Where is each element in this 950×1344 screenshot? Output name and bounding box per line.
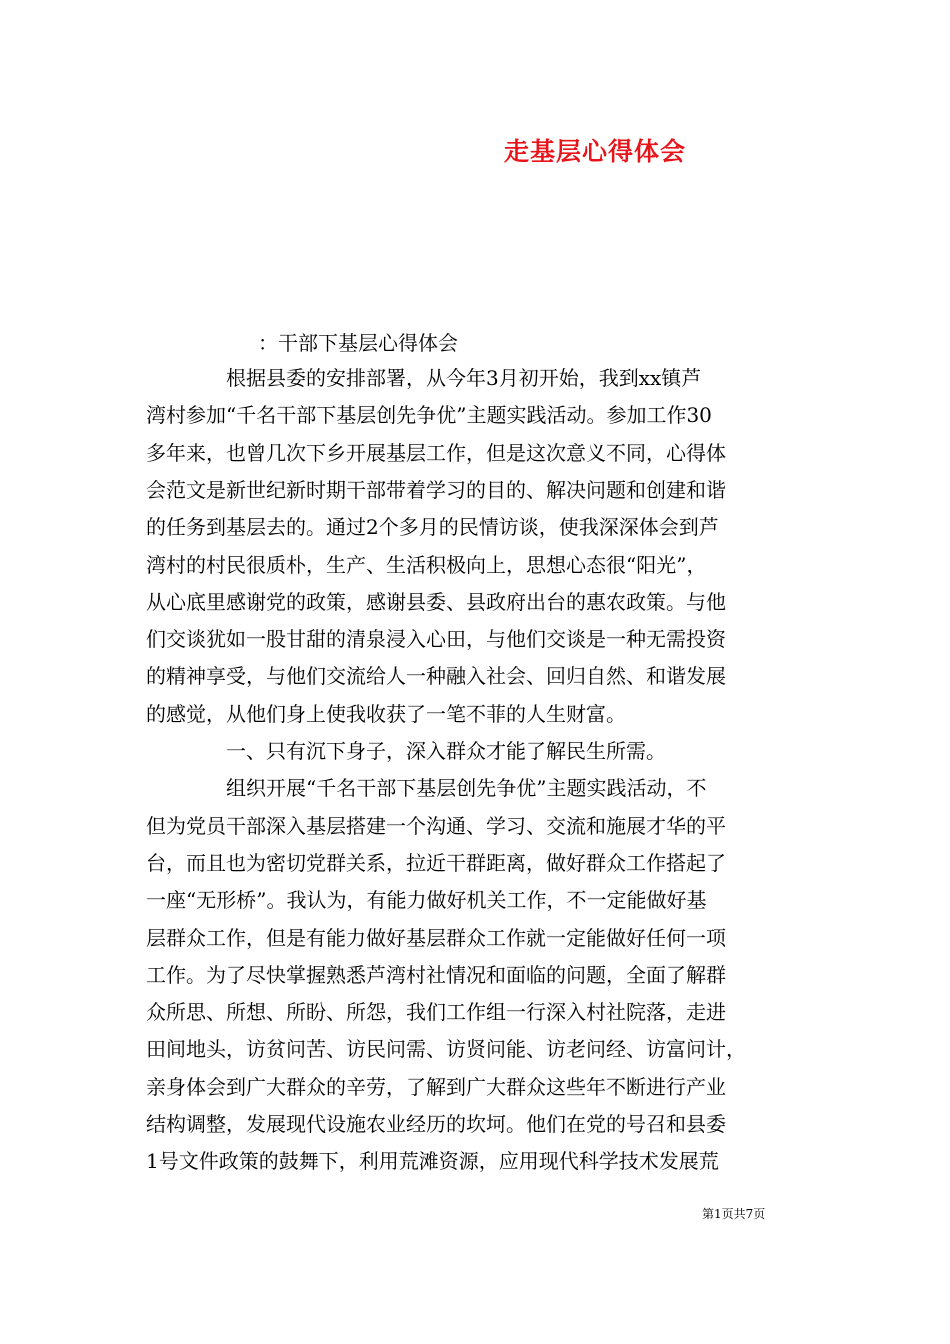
body-text-line: 但为党员干部深入基层搭建一个沟通、学习、交流和施展才华的平 <box>146 814 726 838</box>
document-subtitle: ：干部下基层心得体会 <box>258 331 458 355</box>
body-text-line: 湾村参加“千名干部下基层创先争优”主题实践活动。参加工作30 <box>146 403 712 427</box>
body-text-line: 亲身体会到广大群众的辛劳，了解到广大群众这些年不断进行产业 <box>146 1075 726 1099</box>
body-text-line: 的精神享受，与他们交流给人一种融入社会、回归自然、和谐发展 <box>146 664 726 688</box>
body-text-line: 的感觉，从他们身上使我收获了一笔不菲的人生财富。 <box>146 702 626 726</box>
body-text-line: 工作。为了尽快掌握熟悉芦湾村社情况和面临的问题，全面了解群 <box>146 963 726 987</box>
body-text-line: 众所思、所想、所盼、所怨，我们工作组一行深入村社院落，走进 <box>146 1000 726 1024</box>
body-text-line: 根据县委的安排部署，从今年3月初开始，我到xx镇芦 <box>146 366 702 390</box>
body-text-line: 湾村的村民很质朴，生产、生活积极向上，思想心态很“阳光”， <box>146 553 707 577</box>
page-footer: 第1页共7页 <box>702 1207 766 1221</box>
body-text-line: 层群众工作，但是有能力做好基层群众工作就一定能做好任何一项 <box>146 926 726 950</box>
body-text-line: 们交谈犹如一股甘甜的清泉浸入心田，与他们交谈是一种无需投资 <box>146 627 726 651</box>
body-text-line: 结构调整，发展现代设施农业经历的坎坷。他们在党的号召和县委 <box>146 1112 726 1136</box>
body-text-line: 从心底里感谢党的政策，感谢县委、县政府出台的惠农政策。与他 <box>146 590 726 614</box>
body-text-line: 组织开展“千名干部下基层创先争优”主题实践活动，不 <box>146 776 707 800</box>
body-text-line: 1号文件政策的鼓舞下，利用荒滩资源，应用现代科学技术发展荒 <box>146 1149 719 1173</box>
body-text-line: 会范文是新世纪新时期干部带着学习的目的、解决问题和创建和谐 <box>146 478 726 502</box>
body-text-line: 的任务到基层去的。通过2个多月的民情访谈，使我深深体会到芦 <box>146 515 719 539</box>
document-title: 走基层心得体会 <box>503 137 686 166</box>
body-text-line: 一、只有沉下身子，深入群众才能了解民生所需。 <box>146 739 666 763</box>
body-text-line: 台，而且也为密切党群关系，拉近干群距离，做好群众工作搭起了 <box>146 851 726 875</box>
body-text-line: 田间地头，访贫问苦、访民问需、访贤问能、访老问经、访富问计， <box>146 1037 746 1061</box>
body-text-line: 多年来，也曾几次下乡开展基层工作，但是这次意义不同，心得体 <box>146 441 726 465</box>
body-text-line: 一座“无形桥”。我认为，有能力做好机关工作，不一定能做好基 <box>146 888 707 912</box>
